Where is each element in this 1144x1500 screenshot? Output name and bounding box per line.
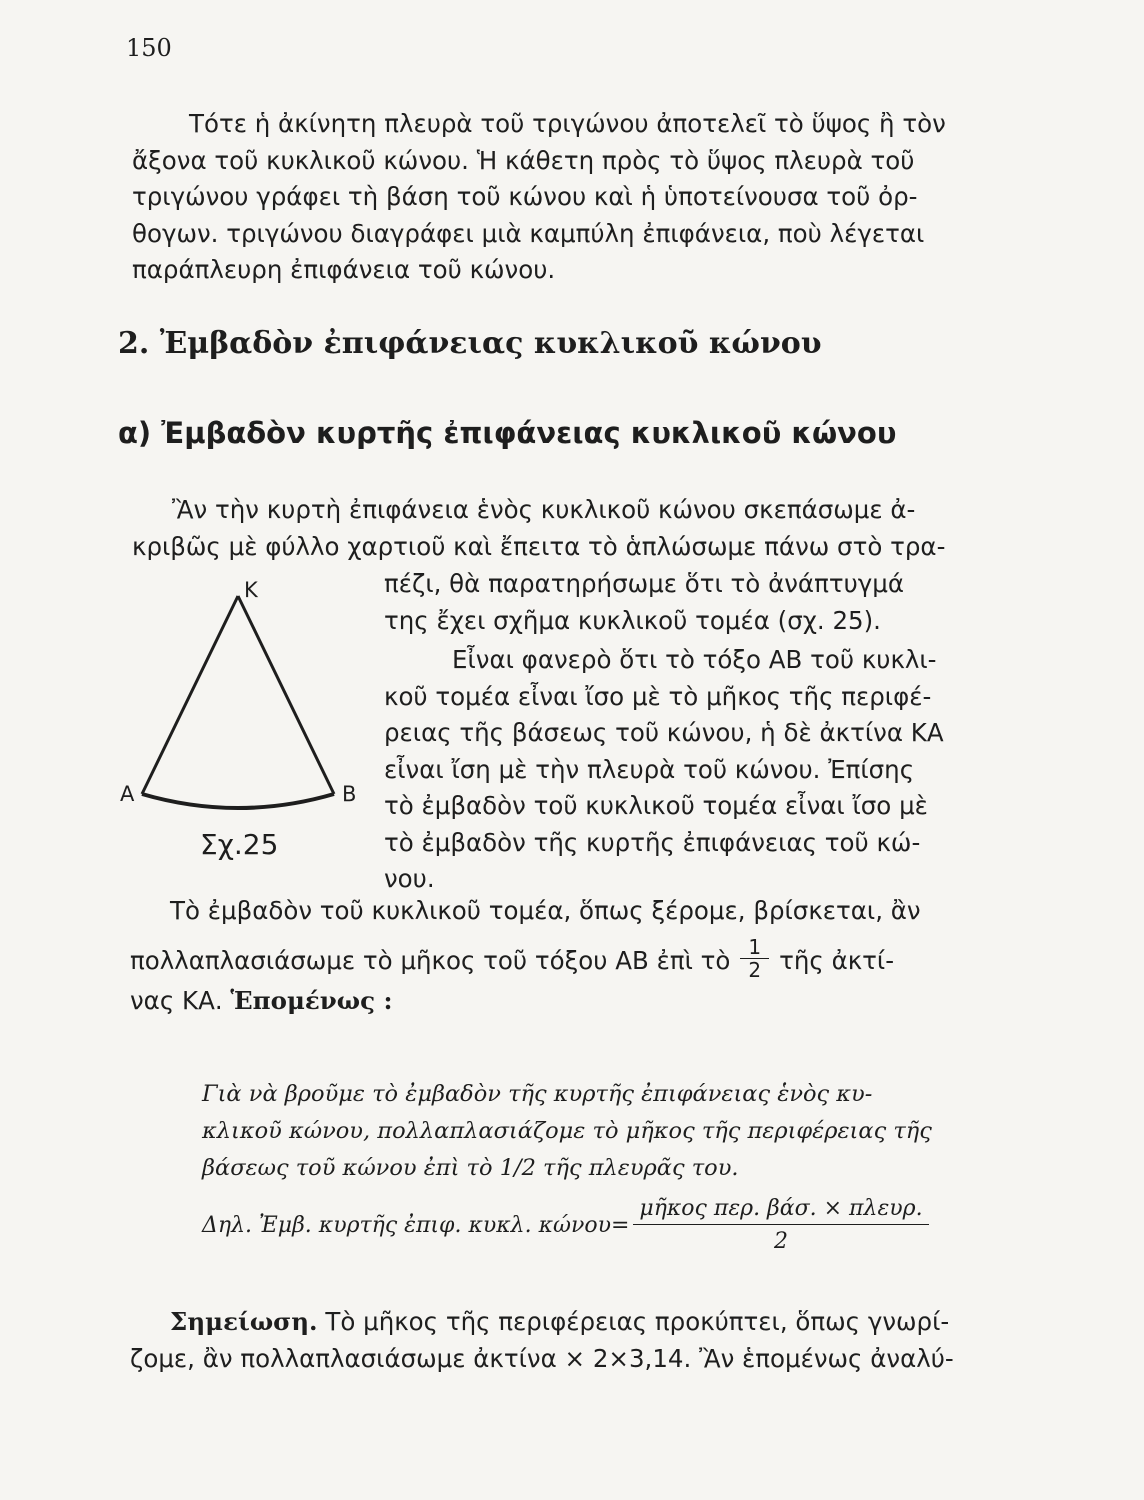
text-line: κλικοῦ κώνου, πολλαπλασιάζομε τὸ μῆκος τῆς περιφέρειας τῆς <box>202 1118 932 1144</box>
section-heading: 2. Ἐμβαδὸν ἐπιφάνειας κυκλικοῦ κώνου <box>118 326 822 361</box>
text-line: παράπλευρη ἐπιφάνεια τοῦ κώνου. <box>132 255 556 284</box>
paragraph-arc-explanation <box>384 642 980 898</box>
text-line: βάσεως τοῦ κώνου ἐπὶ τὸ 1/2 τῆς πλευρᾶς του. <box>202 1155 739 1181</box>
sector-arc-ab <box>142 794 334 808</box>
fraction-numerator: 1 <box>740 936 769 959</box>
formula-fraction <box>633 1196 928 1254</box>
text-line: ἄξονα τοῦ κυκλικοῦ κώνου. Ἡ κάθετη πρὸς τὸ ὕψος πλευρὰ τοῦ <box>132 145 915 175</box>
text-fragment: Τὸ μῆκος τῆς περιφέρειας προκύπτει, ὅπως γνωρί- <box>325 1307 950 1336</box>
sector-figure <box>100 570 380 870</box>
text-line: τὸ ἐμβαδὸν τῆς κυρτῆς ἐπιφάνειας τοῦ κώ- <box>384 827 921 857</box>
note-label: Σημείωση. <box>170 1307 318 1336</box>
text-line: νου. <box>384 864 435 893</box>
subsection-heading: α) Ἐμβαδὸν κυρτῆς ἐπιφάνειας κυκλικοῦ κώνου <box>118 416 897 450</box>
text-line <box>130 1304 980 1341</box>
sector-radius-ka <box>142 596 238 794</box>
area-formula <box>202 1196 929 1254</box>
text-line <box>130 936 980 986</box>
text-line: Γιὰ νὰ βροῦμε τὸ ἐμβαδὸν τῆς κυρτῆς ἐπιφάνειας ἑνὸς κυ- <box>202 1081 873 1107</box>
text-line: πέζι, θὰ παρατηρήσωμε ὅτι τὸ ἀνάπτυγμά <box>384 569 904 598</box>
text-fragment: νας ΚΑ. <box>130 986 223 1015</box>
text-fragment: πολλαπλασιάσωμε τὸ μῆκος τοῦ τόξου ΑΒ ἐπὶ τὸ <box>130 946 731 975</box>
page-number: 150 <box>126 34 172 62</box>
label-k: Κ <box>244 578 258 602</box>
sector-radius-kb <box>238 596 334 794</box>
text-line: Τότε ἡ ἀκίνητη πλευρὰ τοῦ τριγώνου ἀποτελεῖ τὸ ὕψος ἢ τὸν <box>189 109 946 138</box>
one-half-fraction <box>740 936 769 981</box>
formula-numerator: μῆκος περ. βάσ. × πλευρ. <box>633 1196 928 1225</box>
intro-paragraph <box>132 106 980 289</box>
text-line <box>130 986 980 1016</box>
note-paragraph <box>130 1304 980 1377</box>
text-line: τριγώνου γράφει τὴ βάση τοῦ κώνου καὶ ἡ ὑποτείνουσα τοῦ ὀρ- <box>132 182 918 211</box>
formula-lhs: Δηλ. Ἐμβ. κυρτῆς ἐπιφ. κυκλ. κώνου= <box>202 1212 630 1238</box>
formula-denominator: 2 <box>773 1229 788 1254</box>
cone-area-rule <box>202 1076 962 1187</box>
figure-caption: Σχ.25 <box>200 828 279 861</box>
text-line: της ἔχει σχῆμα κυκλικοῦ τομέα (σχ. 25). <box>384 605 881 635</box>
text-line: τὸ ἐμβαδὸν τοῦ κυκλικοῦ τομέα εἶναι ἴσο μὲ <box>384 791 928 820</box>
text-line: εἶναι ἴση μὲ τὴν πλευρὰ τοῦ κώνου. Ἐπίσης <box>384 754 915 784</box>
paragraph-intro-cone <box>132 492 978 565</box>
label-b: Β <box>342 782 357 806</box>
text-line: κοῦ τομέα εἶναι ἴσο μὲ τὸ μῆκος τῆς περιφέ- <box>384 681 932 711</box>
text-fragment: τῆς ἀκτί- <box>779 946 895 975</box>
text-line: κριβῶς μὲ φύλλο χαρτιοῦ καὶ ἔπειτα τὸ ἁπλώσωμε πάνω στὸ τρα- <box>132 531 946 561</box>
text-line: Εἶναι φανερὸ ὅτι τὸ τόξο ΑΒ τοῦ κυκλι- <box>452 645 937 674</box>
text-line: θογων. τριγώνου διαγράφει μιὰ καμπύλη ἐπιφάνεια, ποὺ λέγεται <box>132 218 925 248</box>
text-line: ζομε, ἂν πολλαπλασιάσωμε ἀκτίνα × 2×3,14. Ἂν ἑπομένως ἀναλύ- <box>130 1343 954 1373</box>
paragraph-beside-figure <box>384 566 980 639</box>
text-line: Ἂν τὴν κυρτὴ ἐπιφάνεια ἑνὸς κυκλικοῦ κώνου σκεπάσωμε ἀ- <box>172 495 916 524</box>
paragraph-sector-area <box>130 886 980 1016</box>
text-line: ρειας τῆς βάσεως τοῦ κώνου, ἡ δὲ ἀκτίνα ΚΑ <box>384 718 944 747</box>
label-a: Α <box>120 782 135 806</box>
therefore-label: Ἑπομένως : <box>230 986 393 1015</box>
text-line: Τὸ ἐμβαδὸν τοῦ κυκλικοῦ τομέα, ὅπως ξέρομε, βρίσκεται, ἂν <box>170 896 921 925</box>
fraction-denominator: 2 <box>748 957 762 982</box>
